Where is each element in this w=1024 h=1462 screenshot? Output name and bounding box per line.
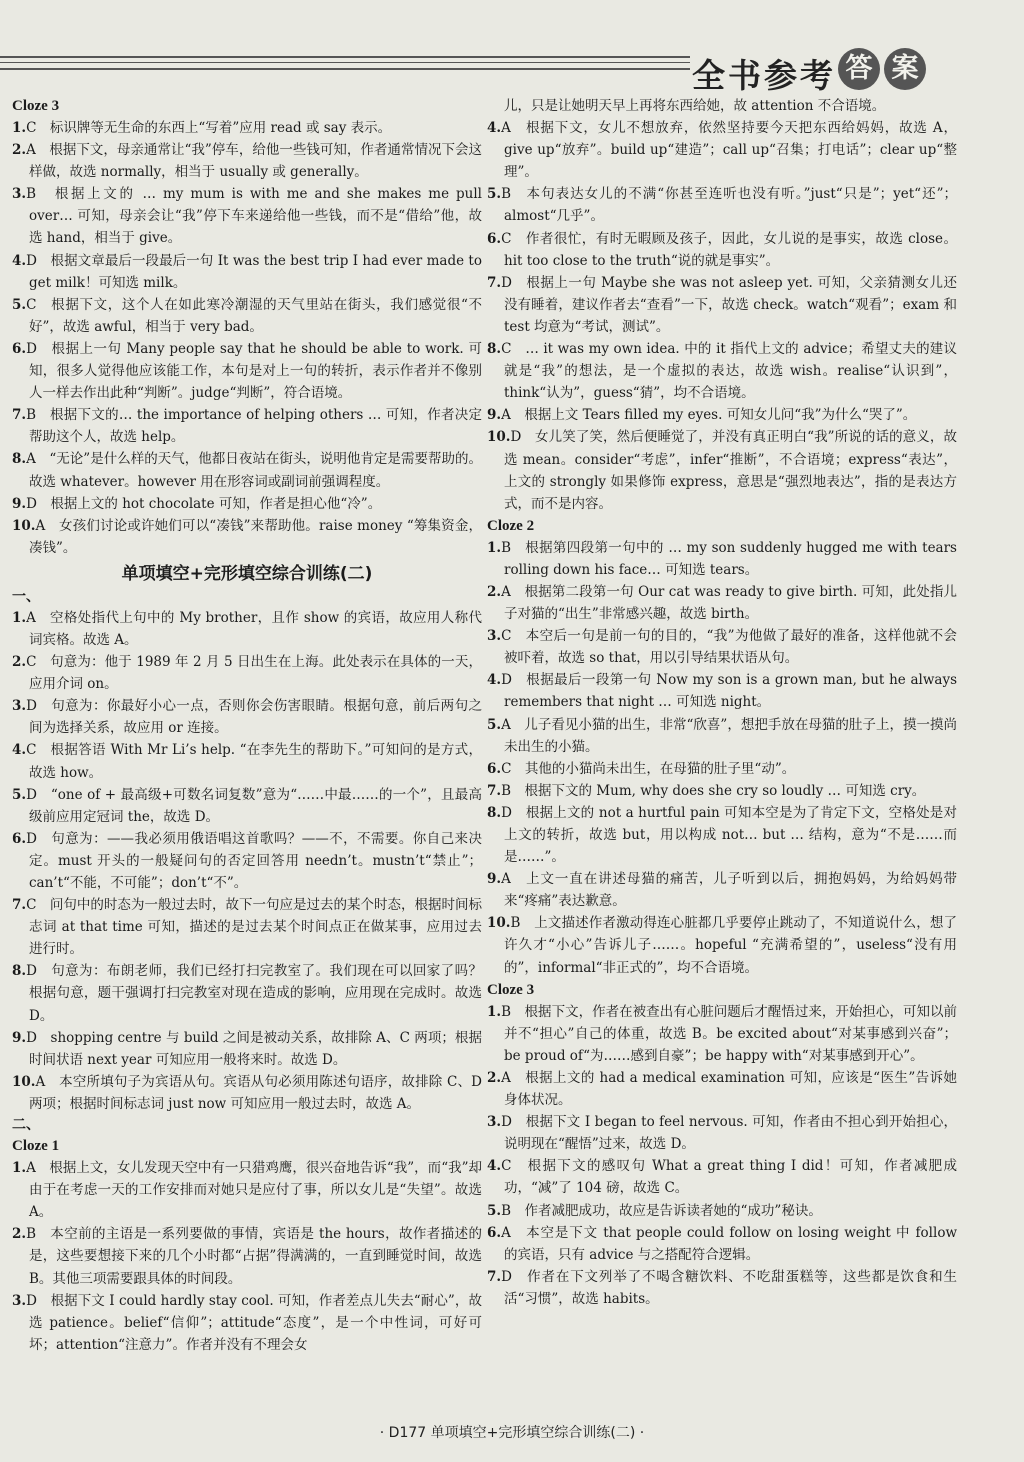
- answer-number: 6.: [487, 230, 502, 247]
- answer-text: D 女儿笑了笑，然后便睡觉了，并没有真正明白“我”所说的话的意义，故选 mean。consider“考虑”，infer“推断”，不合语境；express“表达”，上文的 strongly 如果修饰 express，意思是“强烈地表达”，指的是表达方式，而不是内容。: [504, 429, 957, 512]
- answer-item: [12, 117, 482, 139]
- answer-item: [487, 1111, 957, 1155]
- answer-number: 3.: [12, 186, 27, 203]
- answer-text: D 根据上一句 Many people say that he should be able to work. 可知，很多人觉得他应该能工作，本句是对上一句的转折，表示作者并不像别人一样去作出此种“判断”。judge“判断”，符合语境。: [26, 340, 482, 402]
- answer-item: [487, 1266, 957, 1310]
- answer-text: C 标识牌等无生命的东西上“写着”应用 read 或 say 表示。: [26, 120, 392, 136]
- answer-item: [12, 493, 482, 515]
- answer-item: [12, 515, 482, 559]
- cloze1-heading: Cloze 1: [12, 1138, 60, 1155]
- answer-text: B 上文描述作者激动得连心脏都几乎要停止跳动了，不知道说什么，想了许久才“小心”告诉儿子……。hopeful “充满希望的”，useless“没有用的”，informal“非正式的”，均不合语境。: [504, 915, 957, 976]
- answer-text: A 本空是下文 that people could follow on losing weight 中 follow 的宾语，只有 advice 与之搭配符合逻辑。: [501, 1224, 957, 1263]
- answer-number: 7.: [12, 897, 27, 914]
- answer-number: 10.: [487, 429, 511, 446]
- answer-item: [12, 607, 482, 651]
- answer-number: 7.: [12, 407, 27, 424]
- answer-number: 2.: [487, 583, 502, 600]
- answer-item: [12, 651, 482, 695]
- answer-number: 8.: [12, 451, 27, 468]
- answer-text: B 根据下文，作者在被查出有心脏问题后才醒悟过来，开始担心，可知以前并不“担心”自己的体重，故选 B。be excited about“对某事感到兴奋”；be proud of“为……感到自豪”；be happy with“对某事感到开心”。: [501, 1003, 957, 1064]
- answer-item: [487, 669, 957, 713]
- answer-number: 3.: [487, 1114, 502, 1131]
- answer-text: D 句意为：布朗老师，我们已经打扫完教室了。我们现在可以回家了吗？根据句意，题干强调打扫完教室对现在造成的影响，应用现在完成时。故选 D。: [26, 963, 482, 1024]
- answer-text: A 根据第二段第一句 Our cat was ready to give birth. 可知，此处指儿子对猫的“出生”非常感兴趣，故选 birth。: [501, 583, 957, 623]
- answer-number: 2.: [12, 654, 27, 671]
- cloze3-answer-list: [12, 117, 482, 559]
- answer-number: 9.: [487, 407, 502, 424]
- answer-text: C 作者很忙，有时无暇顾及孩子，因此，女儿说的是事实，故选 close。hit too close to the truth“说的就是事实”。: [501, 230, 957, 269]
- answer-text: A 根据上文 Tears filled my eyes. 可知女儿问“我”为什么“哭了”。: [501, 407, 917, 424]
- answer-text: D 根据上文的 hot chocolate 可知，作者是担心他“冷”。: [26, 495, 382, 512]
- answer-text: C 根据答语 With Mr Li’s help. “在李先生的帮助下。”可知问的是方式，故选 how。: [26, 742, 482, 781]
- answer-number: 2.: [12, 1226, 27, 1243]
- answer-text: C 根据下文，这个人在如此寒冷潮湿的天气里站在街头，我们感觉很“不好”，故选 awful，相当于 very bad。: [26, 296, 482, 335]
- part-one-answer-list: [12, 607, 482, 1115]
- answer-item: [12, 183, 482, 249]
- header-title: 全书参考: [692, 56, 836, 95]
- cloze3b-answer-list: [487, 1001, 957, 1310]
- page-header: [0, 40, 1024, 100]
- answer-text: A 儿子看见小猫的出生，非常“欣喜”，想把手放在母猫的肚子上，摸一摸尚未出生的小猫。: [501, 716, 957, 755]
- cloze1-continuation: 儿，只是让她明天早上再将东西给她，故 attention 不合语境。: [504, 98, 886, 114]
- answer-item: [12, 139, 482, 183]
- answer-text: D 根据文章最后一段最后一句 It was the best trip I had ever made to get milk！可知选 milk。: [26, 252, 482, 291]
- answer-number: 10.: [12, 517, 36, 534]
- answer-number: 9.: [487, 871, 502, 888]
- answer-text: B 根据第四段第一句中的 … my son suddenly hugged me with tears rolling down his face… 可知选 tears。: [501, 539, 957, 578]
- answer-text: A 女孩们讨论或许她们可以“凑钱”来帮助他。raise money “筹集资金，凑钱”。: [29, 517, 482, 556]
- cloze2-answer-list: [487, 537, 957, 979]
- answer-text: D 根据上文的 not a hurtful pain 可知本空是为了肯定下文，空格处是对上文的转折，故选 but，用以构成 not… but … 结构，意为“不是……而是……”。: [501, 804, 957, 866]
- answer-item: [487, 338, 957, 404]
- answer-text: D 根据下文 I began to feel nervous. 可知，作者由不担心到开始担心，说明现在“醒悟”过来，故选 D。: [501, 1114, 957, 1153]
- answer-item: [487, 183, 957, 227]
- answer-item: [12, 784, 482, 828]
- cloze2-heading: Cloze 2: [487, 517, 535, 534]
- answer-item: [487, 1200, 957, 1222]
- answer-item: [487, 404, 957, 426]
- part-two-mark: 二、: [12, 1117, 40, 1134]
- answer-item: [12, 1223, 482, 1289]
- answer-number: 4.: [487, 672, 502, 689]
- answer-number: 1.: [12, 609, 27, 626]
- answer-number: 6.: [12, 830, 27, 847]
- answer-text: D 句意为：你最好小心一点，否则你会伤害眼睛。根据句意，前后两句之间为选择关系，故应用 or 连接。: [26, 698, 482, 737]
- answer-text: A 根据上文，女儿发现天空中有一只猎鸡鹰，很兴奋地告诉“我”，而“我”却由于在考虑一天的工作安排而对她只是应付了事，所以女儿是“失望”。故选 A。: [26, 1160, 482, 1221]
- answer-item: [487, 426, 957, 514]
- answer-item: [487, 868, 957, 912]
- answer-number: 3.: [12, 698, 27, 715]
- answer-number: 9.: [12, 495, 27, 512]
- answer-text: D 根据最后一段第一句 Now my son is a grown man, but he always remembers that night … 可知选 night。: [501, 672, 957, 711]
- answer-number: 9.: [12, 1029, 27, 1046]
- answer-text: C 根据下文的感叹句 What a great thing I did！可知，作者减肥成功，“减”了 104 磅，故选 C。: [501, 1158, 957, 1197]
- page-footer: · D177 单项填空+完形填空综合训练(二) ·: [379, 1425, 645, 1441]
- answer-item: [12, 1027, 482, 1071]
- answer-item: [12, 1071, 482, 1115]
- answer-item: [487, 802, 957, 868]
- answer-text: B 作者减肥成功，故应是告诉读者她的“成功”秘诀。: [501, 1202, 822, 1219]
- answer-item: [487, 780, 957, 802]
- answer-number: 4.: [487, 120, 502, 137]
- answer-text: C 问句中的时态为一般过去时，故下一句应是过去的某个时态，根据时间标志词 at that time 可知，描述的是过去某个时间点正在做某事，应用过去进行时。: [26, 897, 482, 958]
- answer-number: 7.: [487, 274, 502, 291]
- answer-text: A 空格处指代上句中的 My brother，且作 show 的宾语，故应用人称代词宾格。故选 A。: [26, 609, 482, 648]
- answer-text: A 根据下文，母亲通常让“我”停车，给他一些钱可知，作者通常情况下会这样做，故选 normally，相当于 usually 或 generally。: [26, 142, 482, 181]
- answer-item: [487, 1067, 957, 1111]
- answer-text: B 根据上文的 … my mum is with me and she makes me pull over… 可知，母亲会让“我”停下车来递给他一些钱，而不是“借给”他，故选 hand，相当于 give。: [26, 186, 482, 247]
- answer-badge-2: 案: [884, 48, 926, 90]
- answer-item: [487, 1222, 957, 1266]
- header-rule-bottom: [0, 68, 690, 70]
- answer-item: [487, 1001, 957, 1067]
- answer-item: [487, 581, 957, 625]
- answer-item: [487, 1155, 957, 1199]
- answer-item: [487, 537, 957, 581]
- answer-number: 5.: [487, 1202, 502, 1219]
- answer-item: [12, 1157, 482, 1223]
- answer-text: D 作者在下文列举了不喝含糖饮料、不吃甜蛋糕等，这些都是饮食和生活“习惯”，故选 habits。: [501, 1268, 957, 1307]
- answer-text: C 本空后一句是前一句的目的，“我”为他做了最好的准备，这样他就不会被吓着，故选 so that，用以引导结果状语从句。: [501, 628, 957, 667]
- answer-text: C 其他的小猫尚未出生，在母猫的肚子里“动”。: [501, 760, 796, 777]
- answer-item: [487, 758, 957, 780]
- answer-number: 4.: [12, 252, 27, 269]
- answer-number: 1.: [12, 120, 27, 136]
- answer-item: [487, 625, 957, 669]
- answer-number: 10.: [487, 915, 511, 932]
- answer-item: [12, 1290, 482, 1356]
- answer-item: [487, 714, 957, 758]
- answer-number: 5.: [12, 786, 27, 803]
- header-rule-mid: [0, 62, 690, 63]
- answer-number: 1.: [487, 539, 502, 556]
- answer-item: [12, 250, 482, 294]
- answer-item: [12, 695, 482, 739]
- cloze1-answer-list-cont: [487, 117, 957, 515]
- answer-text: B 根据下文的 Mum, why does she cry so loudly … 可知选 cry。: [501, 782, 926, 799]
- answer-number: 1.: [12, 1160, 27, 1177]
- header-rule-top: [0, 56, 690, 58]
- answer-badge-1: 答: [838, 48, 880, 90]
- answer-item: [12, 894, 482, 960]
- answer-number: 5.: [487, 186, 502, 203]
- answer-number: 4.: [12, 742, 27, 759]
- answer-number: 4.: [487, 1158, 502, 1175]
- section-title: 单项填空+完形填空综合训练(二): [121, 563, 373, 584]
- answer-item: [487, 272, 957, 338]
- answer-number: 7.: [487, 782, 502, 799]
- answer-item: [12, 294, 482, 338]
- answer-text: C … it was my own idea. 中的 it 指代上文的 advice；希望丈夫的建议就是“我”的想法，是一个虚拟的表达，故选 wish。realise“认识到”，think“认为”，guess“猜”，均不合语境。: [501, 341, 957, 402]
- answer-number: 8.: [12, 963, 27, 980]
- answer-text: A “无论”是什么样的天气，他都日夜站在街头，说明他肯定是需要帮助的。故选 whatever。however 用在形容词或副词前强调程度。: [26, 451, 482, 490]
- answer-number: 6.: [487, 1224, 502, 1241]
- answer-number: 7.: [487, 1268, 502, 1285]
- answer-item: [487, 912, 957, 978]
- left-column: [12, 95, 482, 1356]
- answer-number: 6.: [487, 760, 502, 777]
- answer-number: 2.: [487, 1069, 502, 1086]
- cloze3-heading: Cloze 3: [12, 98, 60, 114]
- right-column: [487, 95, 957, 1310]
- answer-item: [12, 828, 482, 894]
- answer-number: 10.: [12, 1073, 36, 1090]
- answer-text: A 本空所填句子为宾语从句。宾语从句必须用陈述句语序，故排除 C、D 两项；根据时间标志词 just now 可知应用一般过去时，故选 A。: [29, 1073, 482, 1112]
- answer-text: B 本句表达女儿的不满“你甚至连听也没有听。”just“只是”；yet“还”；almost“几乎”。: [501, 186, 957, 225]
- answer-number: 1.: [487, 1003, 502, 1020]
- answer-number: 8.: [487, 804, 502, 821]
- answer-text: A 根据下文，女儿不想放弃，依然坚持要今天把东西给妈妈，故选 A，give up“放弃”。build up“建造”；call up“召集；打电话”；clear up“整理”。: [501, 120, 957, 181]
- answer-text: D 根据下文 I could hardly stay cool. 可知，作者差点儿失去“耐心”，故选 patience。belief“信仰”；attitude“态度”，是一个中性词，可好可坏；attention“注意力”。作者并没有不理会女: [26, 1292, 482, 1353]
- cloze1-answer-list: [12, 1157, 482, 1356]
- cloze3b-heading: Cloze 3: [487, 981, 535, 998]
- answer-number: 2.: [12, 142, 27, 159]
- answer-text: D shopping centre 与 build 之间是被动关系，故排除 A、C 两项；根据时间状语 next year 可知应用一般将来时。故选 D。: [26, 1029, 482, 1068]
- answer-item: [12, 338, 482, 404]
- answer-text: A 根据上文的 had a medical examination 可知，应该是“医生”告诉她身体状况。: [501, 1069, 957, 1109]
- answer-number: 5.: [487, 716, 502, 733]
- answer-number: 6.: [12, 340, 27, 357]
- answer-item: [12, 739, 482, 783]
- answer-item: [12, 404, 482, 448]
- answer-number: 3.: [487, 628, 502, 645]
- answer-item: [12, 448, 482, 492]
- answer-text: B 本空前的主语是一系列要做的事情，宾语是 the hours，故作者描述的是，这些要想接下来的几个小时都“占据”得满满的，一直到睡觉时间，故选 B。其他三项需要跟具体的时间段。: [26, 1226, 482, 1287]
- answer-item: [12, 960, 482, 1026]
- answer-number: 3.: [12, 1292, 27, 1309]
- answer-text: D 根据上一句 Maybe she was not asleep yet. 可知，父亲猜测女儿还没有睡着，建议作者去“查看”一下，故选 check。watch“观看”；exam 和 test 均意为“考试，测试”。: [501, 274, 957, 335]
- answer-text: A 上文一直在讲述母猫的痛苦，儿子听到以后，拥抱妈妈，为给妈妈带来“疼痛”表达歉意。: [501, 871, 957, 910]
- answer-item: [487, 117, 957, 183]
- part-one-mark: 一、: [12, 588, 40, 605]
- answer-text: D 句意为：——我必须用俄语唱这首歌吗？——不，不需要。你自己来决定。must 开头的一般疑问句的否定回答用 needn’t。mustn’t“禁止”；can’t“不能，不可能”；don’t“不”。: [26, 830, 482, 891]
- answer-number: 8.: [487, 341, 502, 358]
- answer-text: B 根据下文的… the importance of helping others … 可知，作者决定帮助这个人，故选 help。: [26, 407, 482, 446]
- answer-item: [487, 228, 957, 272]
- answer-number: 5.: [12, 296, 27, 313]
- answer-text: C 句意为：他于 1989 年 2 月 5 日出生在上海。此处表示在具体的一天，应用介词 on。: [26, 654, 482, 693]
- answer-text: D “one of + 最高级+可数名词复数”意为“……中最……的一个”，且最高级前应用定冠词 the，故选 D。: [26, 786, 482, 825]
